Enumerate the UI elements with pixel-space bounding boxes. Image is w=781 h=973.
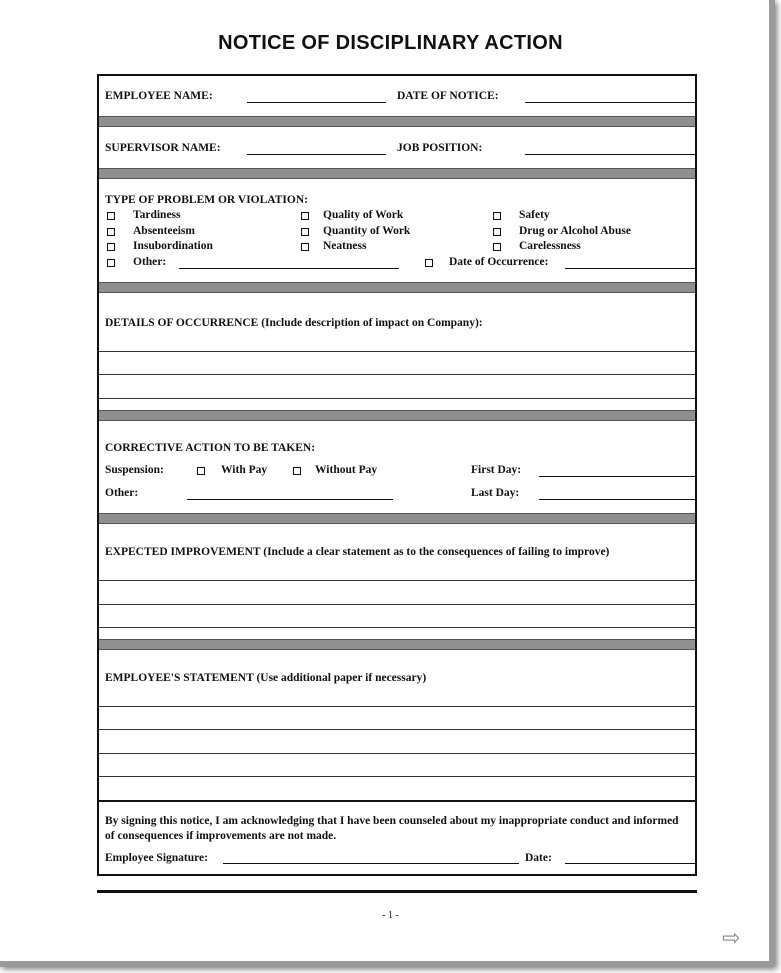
safety-checkbox[interactable] bbox=[493, 212, 501, 220]
with-pay-label: With Pay bbox=[221, 464, 268, 476]
job-position-field[interactable] bbox=[525, 154, 697, 155]
other-action-label: Other: bbox=[105, 487, 139, 499]
signature-label: Employee Signature: bbox=[105, 852, 208, 864]
page-title: NOTICE OF DISCIPLINARY ACTION bbox=[218, 32, 563, 54]
job-position-label: JOB POSITION: bbox=[397, 142, 483, 154]
section-divider bbox=[99, 116, 695, 127]
corrective-heading: CORRECTIVE ACTION TO BE TAKEN: bbox=[105, 442, 316, 454]
details-line-3[interactable] bbox=[99, 398, 695, 399]
safety-label: Safety bbox=[519, 209, 550, 221]
other-violation-label: Other: bbox=[133, 256, 167, 268]
last-day-label: Last Day: bbox=[471, 487, 520, 499]
section-divider bbox=[99, 513, 695, 524]
improvement-heading: EXPECTED IMPROVEMENT (Include a clear statement as to the consequences of failing to improve) bbox=[105, 546, 610, 558]
tardiness-label: Tardiness bbox=[133, 209, 181, 221]
section-divider bbox=[99, 410, 695, 421]
drug-alcohol-label: Drug or Alcohol Abuse bbox=[519, 225, 631, 237]
date-of-occurrence-checkbox[interactable] bbox=[425, 259, 433, 267]
without-pay-checkbox[interactable] bbox=[293, 467, 301, 475]
supervisor-name-label: SUPERVISOR NAME: bbox=[105, 142, 221, 154]
employee-name-label: EMPLOYEE NAME: bbox=[105, 90, 213, 102]
signature-field[interactable] bbox=[223, 863, 519, 864]
disciplinary-form bbox=[97, 74, 697, 876]
statement-line-2[interactable] bbox=[99, 729, 695, 730]
other-violation-checkbox[interactable] bbox=[107, 259, 115, 267]
quality-of-work-checkbox[interactable] bbox=[301, 212, 309, 220]
insubordination-label: Insubordination bbox=[133, 240, 213, 252]
footer-rule bbox=[97, 890, 697, 893]
quantity-of-work-label: Quantity of Work bbox=[323, 225, 411, 237]
with-pay-checkbox[interactable] bbox=[197, 467, 205, 475]
date-of-occurrence-label: Date of Occurrence: bbox=[449, 256, 549, 268]
statement-line-4[interactable] bbox=[99, 776, 695, 777]
other-action-field[interactable] bbox=[187, 499, 393, 500]
supervisor-name-field[interactable] bbox=[247, 154, 386, 155]
drug-alcohol-checkbox[interactable] bbox=[493, 228, 501, 236]
details-line-2[interactable] bbox=[99, 374, 695, 375]
section-divider bbox=[99, 282, 695, 293]
statement-line-5 bbox=[99, 800, 695, 802]
date-of-notice-label: DATE OF NOTICE: bbox=[397, 90, 499, 102]
date-of-notice-field[interactable] bbox=[525, 102, 697, 103]
other-violation-field[interactable] bbox=[179, 268, 399, 269]
absenteeism-label: Absenteeism bbox=[133, 225, 195, 237]
without-pay-label: Without Pay bbox=[315, 464, 378, 476]
section-divider bbox=[99, 168, 695, 179]
quality-of-work-label: Quality of Work bbox=[323, 209, 404, 221]
right-arrow-icon[interactable]: ⇨ bbox=[722, 926, 741, 951]
suspension-label: Suspension: bbox=[105, 464, 164, 476]
quantity-of-work-checkbox[interactable] bbox=[301, 228, 309, 236]
details-heading: DETAILS OF OCCURRENCE (Include description of impact on Company): bbox=[105, 317, 483, 329]
employee-name-field[interactable] bbox=[247, 102, 386, 103]
statement-line-1[interactable] bbox=[99, 706, 695, 707]
last-day-field[interactable] bbox=[539, 499, 697, 500]
improvement-line-1[interactable] bbox=[99, 580, 695, 581]
statement-line-3[interactable] bbox=[99, 753, 695, 754]
signature-date-label: Date: bbox=[525, 852, 552, 864]
improvement-line-2[interactable] bbox=[99, 604, 695, 605]
acknowledgement-text: By signing this notice, I am acknowledging that I have been counseled about my inappropriate conduct and informed of consequences if improvements are not made. bbox=[105, 815, 679, 842]
neatness-checkbox[interactable] bbox=[301, 243, 309, 251]
absenteeism-checkbox[interactable] bbox=[107, 228, 115, 236]
details-line-1[interactable] bbox=[99, 351, 695, 352]
section-divider bbox=[99, 639, 695, 650]
improvement-line-3[interactable] bbox=[99, 627, 695, 628]
neatness-label: Neatness bbox=[323, 240, 367, 252]
statement-heading: EMPLOYEE'S STATEMENT (Use additional paper if necessary) bbox=[105, 672, 427, 684]
page-number: - 1 - bbox=[382, 910, 399, 921]
date-of-occurrence-field[interactable] bbox=[565, 268, 697, 269]
carelessness-label: Carelessness bbox=[519, 240, 581, 252]
tardiness-checkbox[interactable] bbox=[107, 212, 115, 220]
signature-date-field[interactable] bbox=[565, 863, 697, 864]
carelessness-checkbox[interactable] bbox=[493, 243, 501, 251]
first-day-field[interactable] bbox=[539, 476, 697, 477]
insubordination-checkbox[interactable] bbox=[107, 243, 115, 251]
violation-heading: TYPE OF PROBLEM OR VIOLATION: bbox=[105, 194, 308, 206]
first-day-label: First Day: bbox=[471, 464, 522, 476]
